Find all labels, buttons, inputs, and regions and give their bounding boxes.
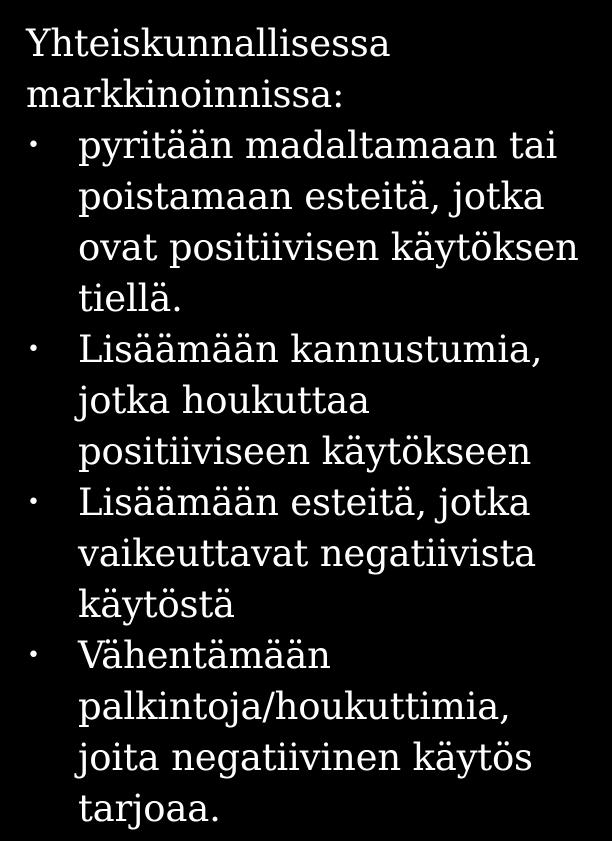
intro-text: Yhteiskunnallisessa markkinoinnissa:: [26, 22, 391, 116]
bullet-marker: •: [27, 643, 40, 668]
bullet-text: Lisäämään kannustumia, jotka houkuttaa positiiviseen käytökseen: [78, 328, 543, 473]
bullet-marker: •: [27, 337, 40, 362]
bullet-item-4: [0, 630, 612, 834]
bullet-text: Vähentämään palkintoja/houkuttimia, joita negatiivinen käytös tarjoaa.: [78, 634, 533, 830]
bullet-text: pyritään madaltamaan tai poistamaan esteitä, jotka ovat positiivisen käytöksen tiellä.: [78, 124, 579, 320]
bullet-item-1: [0, 120, 612, 324]
bullet-item-3: [0, 477, 612, 630]
bullet-marker: •: [27, 133, 40, 158]
bullet-item-2: [0, 324, 612, 477]
bullet-list: [0, 120, 612, 834]
bullet-marker: •: [27, 490, 40, 515]
bullet-text: Lisäämään esteitä, jotka vaikeuttavat negatiivista käytöstä: [78, 481, 536, 626]
